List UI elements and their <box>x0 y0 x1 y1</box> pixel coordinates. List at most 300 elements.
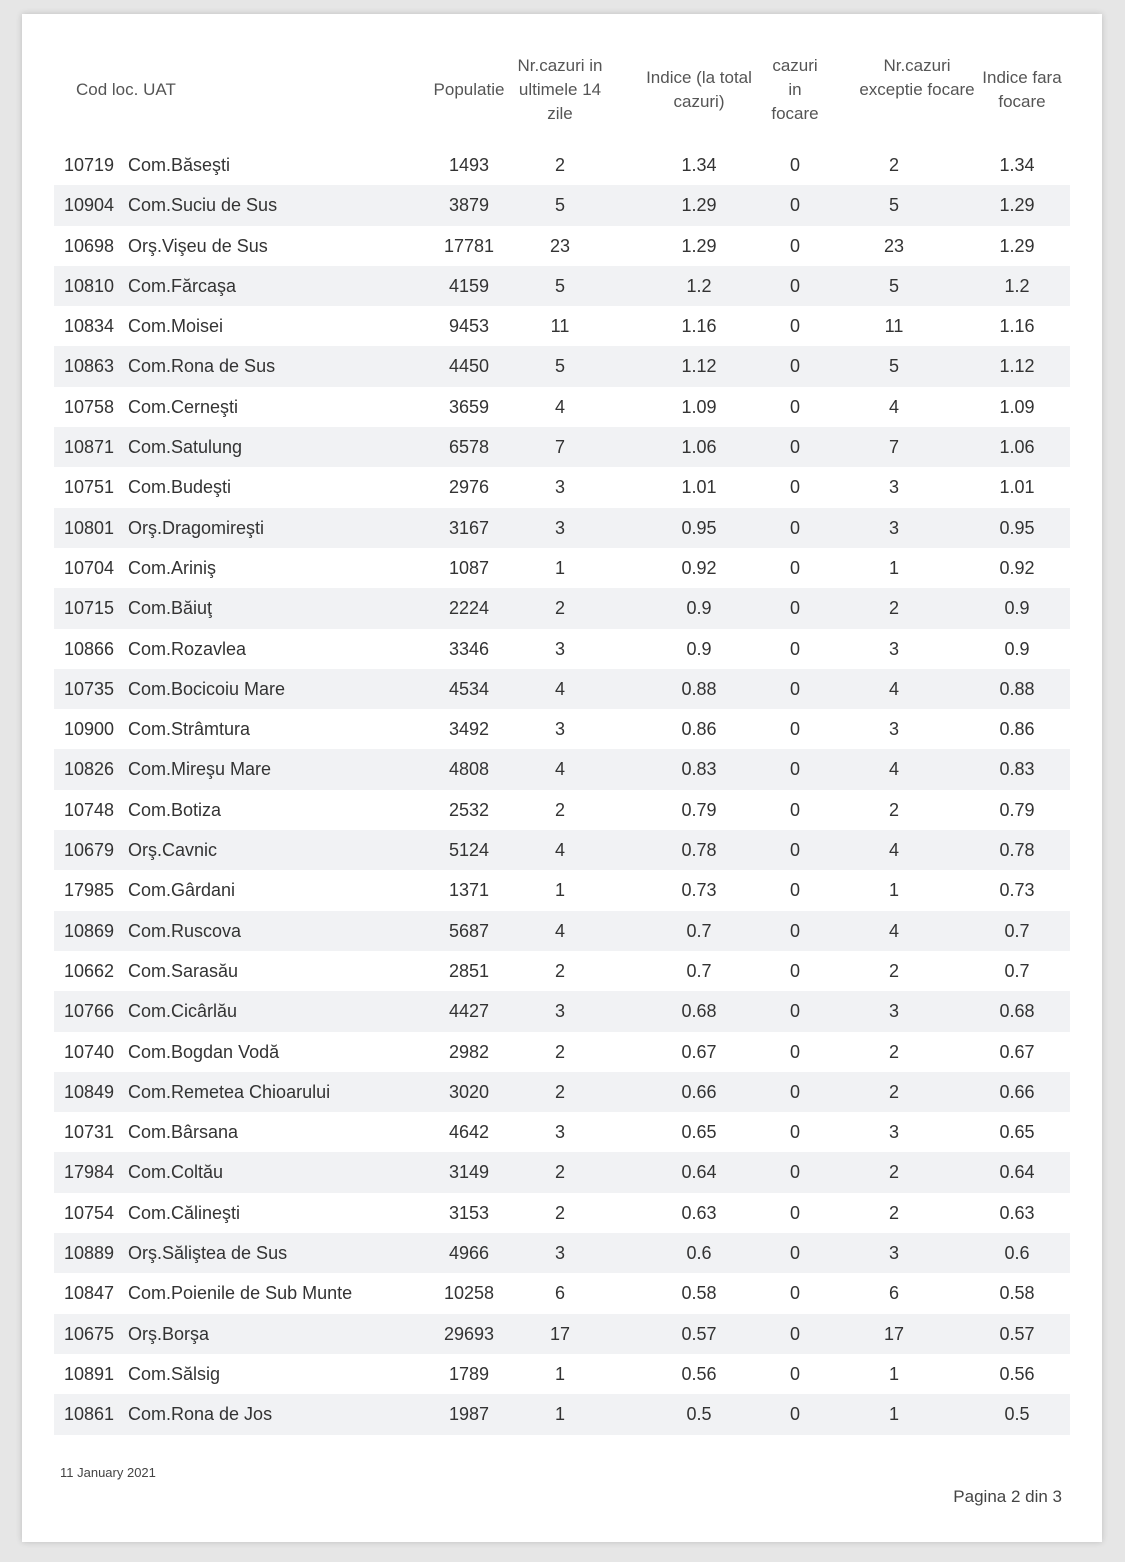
cell-code: 10704 <box>64 557 115 578</box>
table-row <box>54 870 1070 910</box>
cell-code: 10849 <box>64 1081 115 1102</box>
cell-cases-outbreak: 0 <box>789 1202 800 1223</box>
cell-code: 10810 <box>64 275 115 296</box>
cell-cases-14-days: 5 <box>554 275 565 296</box>
table-row <box>54 346 1070 386</box>
cell-index-excl-outbreak: 1.01 <box>999 477 1035 498</box>
table-row <box>54 306 1070 346</box>
cell-uat-name: Com.Fărcaşa <box>128 275 237 296</box>
cell-cases-excl-outbreak: 1 <box>888 1404 899 1425</box>
cell-population: 1371 <box>448 880 490 901</box>
table-row <box>54 1112 1070 1152</box>
cell-cases-excl-outbreak: 1 <box>888 880 899 901</box>
cell-index-total: 0.88 <box>681 678 717 699</box>
cell-cases-excl-outbreak: 6 <box>888 1283 899 1304</box>
header-line: ultimele 14 <box>518 80 602 99</box>
cell-cases-14-days: 2 <box>554 155 565 175</box>
page-number: Pagina 2 din 3 <box>953 1487 1062 1506</box>
header-index-total <box>628 66 770 114</box>
cell-uat-name: Com.Sălsig <box>128 1363 221 1384</box>
cell-index-total: 1.16 <box>681 316 717 337</box>
cell-population: 3167 <box>448 517 490 538</box>
cell-uat-name: Com.Călineşti <box>128 1202 241 1223</box>
cell-cases-outbreak: 0 <box>789 678 800 699</box>
cell-cases-14-days: 3 <box>554 638 565 659</box>
cell-cases-14-days: 2 <box>554 1202 565 1223</box>
cell-uat-name: Com.Băiuţ <box>128 598 213 619</box>
cell-cases-outbreak: 0 <box>789 477 800 498</box>
cell-cases-14-days: 6 <box>554 1283 565 1304</box>
cell-index-excl-outbreak: 0.5 <box>1004 1404 1030 1425</box>
cell-cases-excl-outbreak: 4 <box>888 759 899 780</box>
cell-uat-name: Com.Rona de Sus <box>128 356 276 377</box>
cell-uat-name: Com.Bocicoiu Mare <box>128 678 286 699</box>
cell-code: 10847 <box>64 1283 115 1304</box>
cell-uat-name: Com.Budeşti <box>128 477 232 498</box>
cell-population: 1087 <box>448 557 490 578</box>
cell-code: 10801 <box>64 517 115 538</box>
header-code-uat: Cod loc. UAT <box>76 80 176 99</box>
cell-cases-14-days: 3 <box>554 1001 565 1022</box>
cell-cases-excl-outbreak: 2 <box>888 1202 899 1223</box>
cell-index-total: 0.56 <box>681 1363 717 1384</box>
cell-cases-outbreak: 0 <box>789 1001 800 1022</box>
cell-population: 4808 <box>448 759 490 780</box>
cell-cases-outbreak: 0 <box>789 1081 800 1102</box>
cell-index-excl-outbreak: 0.73 <box>999 880 1035 901</box>
cell-population: 4966 <box>448 1243 490 1264</box>
cell-index-excl-outbreak: 0.7 <box>1004 960 1030 981</box>
cell-cases-excl-outbreak: 2 <box>888 155 899 175</box>
cell-cases-outbreak: 0 <box>789 1041 800 1062</box>
table-row <box>54 629 1070 669</box>
cell-index-excl-outbreak: 0.78 <box>999 840 1035 861</box>
cell-cases-excl-outbreak: 4 <box>888 678 899 699</box>
cell-population: 3020 <box>448 1081 490 1102</box>
cell-population: 5124 <box>448 840 490 861</box>
cell-index-excl-outbreak: 0.9 <box>1004 598 1030 619</box>
cell-code: 10834 <box>64 316 115 337</box>
cell-uat-name: Com.Remetea Chioarului <box>128 1081 331 1102</box>
cell-index-excl-outbreak: 1.16 <box>999 316 1035 337</box>
cell-index-excl-outbreak: 0.68 <box>999 1001 1035 1022</box>
cell-index-excl-outbreak: 0.63 <box>999 1202 1035 1223</box>
table-row <box>54 1072 1070 1112</box>
header-cases-outbreak <box>760 54 830 126</box>
cell-cases-outbreak: 0 <box>789 1323 800 1344</box>
table-row <box>54 226 1070 266</box>
cell-cases-outbreak: 0 <box>789 1283 800 1304</box>
cell-cases-outbreak: 0 <box>789 396 800 417</box>
cell-cases-outbreak: 0 <box>789 316 800 337</box>
table-row <box>54 1233 1070 1273</box>
cell-population: 2982 <box>448 1041 490 1062</box>
cell-cases-excl-outbreak: 4 <box>888 920 899 941</box>
table-row <box>54 508 1070 548</box>
cell-index-excl-outbreak: 0.7 <box>1004 920 1030 941</box>
cell-cases-outbreak: 0 <box>789 195 800 216</box>
cell-index-total: 0.95 <box>681 517 717 538</box>
cell-cases-excl-outbreak: 2 <box>888 960 899 981</box>
cell-cases-excl-outbreak: 3 <box>888 517 899 538</box>
cell-index-excl-outbreak: 1.09 <box>999 396 1035 417</box>
cell-index-total: 0.65 <box>681 1122 717 1143</box>
cell-index-excl-outbreak: 0.9 <box>1004 638 1030 659</box>
cell-cases-outbreak: 0 <box>789 598 800 619</box>
cell-uat-name: Com.Rozavlea <box>128 638 247 659</box>
cell-uat-name: Com.Ruscova <box>128 920 242 941</box>
cell-population: 4159 <box>448 275 490 296</box>
cell-population: 1493 <box>448 155 490 175</box>
cell-uat-name: Orş.Săliştea de Sus <box>128 1243 288 1264</box>
cell-cases-14-days: 4 <box>554 678 565 699</box>
table-row <box>54 266 1070 306</box>
cell-population: 3346 <box>448 638 490 659</box>
cell-cases-14-days: 4 <box>554 840 565 861</box>
table-row <box>54 548 1070 588</box>
cell-code: 10735 <box>64 678 115 699</box>
cell-index-excl-outbreak: 1.12 <box>999 356 1035 377</box>
cell-cases-14-days: 2 <box>554 1041 565 1062</box>
table-row <box>54 1032 1070 1072</box>
cell-cases-excl-outbreak: 17 <box>883 1323 905 1344</box>
table-row <box>54 1273 1070 1313</box>
cell-population: 4534 <box>448 678 490 699</box>
cell-index-excl-outbreak: 0.88 <box>999 678 1035 699</box>
cell-uat-name: Com.Băseşti <box>128 155 231 175</box>
cell-population: 4642 <box>448 1122 490 1143</box>
cell-code: 10904 <box>64 195 115 216</box>
cell-code: 17985 <box>64 880 115 901</box>
cell-index-total: 0.66 <box>681 1081 717 1102</box>
header-cases-14-days <box>500 54 620 126</box>
cell-index-total: 1.2 <box>686 275 712 296</box>
cell-index-excl-outbreak: 0.57 <box>999 1323 1035 1344</box>
table-row <box>54 790 1070 830</box>
cell-population: 17781 <box>443 235 495 256</box>
cell-code: 10900 <box>64 719 115 740</box>
cell-cases-excl-outbreak: 3 <box>888 477 899 498</box>
header-line: exceptie focare <box>859 80 975 99</box>
cell-cases-outbreak: 0 <box>789 719 800 740</box>
cell-uat-name: Com.Coltău <box>128 1162 224 1183</box>
cell-code: 10740 <box>64 1041 115 1062</box>
table-row <box>54 1152 1070 1192</box>
header-line: zile <box>547 104 573 123</box>
cell-cases-outbreak: 0 <box>789 517 800 538</box>
cell-cases-excl-outbreak: 2 <box>888 1081 899 1102</box>
cell-uat-name: Com.Mireşu Mare <box>128 759 272 780</box>
cell-code: 10891 <box>64 1363 115 1384</box>
table-row <box>54 1394 1070 1434</box>
cell-uat-name: Orş.Vişeu de Sus <box>128 235 268 256</box>
cell-index-excl-outbreak: 0.92 <box>999 557 1035 578</box>
table-row <box>54 588 1070 628</box>
cell-code: 10869 <box>64 920 115 941</box>
document-page <box>22 14 1102 1542</box>
cell-index-excl-outbreak: 0.66 <box>999 1081 1035 1102</box>
cell-cases-outbreak: 0 <box>789 799 800 820</box>
cell-index-total: 0.9 <box>686 598 712 619</box>
cell-index-total: 0.92 <box>681 557 717 578</box>
cell-cases-outbreak: 0 <box>789 638 800 659</box>
header-line: focare <box>771 104 819 123</box>
cell-uat-name: Com.Rona de Jos <box>128 1404 273 1425</box>
table-header <box>54 54 1070 142</box>
cell-index-total: 0.64 <box>681 1162 717 1183</box>
cell-index-total: 0.78 <box>681 840 717 861</box>
cell-index-total: 0.83 <box>681 759 717 780</box>
cell-cases-14-days: 4 <box>554 920 565 941</box>
cell-population: 5687 <box>448 920 490 941</box>
table-row <box>54 1193 1070 1233</box>
cell-cases-14-days: 4 <box>554 396 565 417</box>
cell-code: 10863 <box>64 356 115 377</box>
cell-uat-name: Com.Ariniş <box>128 557 217 578</box>
cell-population: 3153 <box>448 1202 490 1223</box>
cell-index-total: 0.57 <box>681 1323 717 1344</box>
cell-cases-outbreak: 0 <box>789 235 800 256</box>
cell-cases-outbreak: 0 <box>789 356 800 377</box>
cell-cases-excl-outbreak: 11 <box>884 316 904 337</box>
cell-cases-outbreak: 0 <box>789 275 800 296</box>
cell-population: 3879 <box>448 195 490 216</box>
cell-cases-excl-outbreak: 3 <box>888 1122 899 1143</box>
cell-index-total: 1.34 <box>681 155 717 175</box>
cell-cases-14-days: 2 <box>554 960 565 981</box>
cell-code: 10698 <box>64 235 115 256</box>
cell-cases-outbreak: 0 <box>789 1162 800 1183</box>
cell-cases-outbreak: 0 <box>789 960 800 981</box>
cell-cases-excl-outbreak: 23 <box>883 235 905 256</box>
cell-population: 6578 <box>448 437 490 458</box>
cell-cases-outbreak: 0 <box>789 880 800 901</box>
header-line: cazuri <box>772 56 818 75</box>
cell-code: 10731 <box>64 1122 115 1143</box>
cell-uat-name: Com.Bogdan Vodă <box>128 1041 280 1062</box>
cell-cases-excl-outbreak: 3 <box>888 1243 899 1264</box>
cell-index-total: 0.5 <box>686 1404 712 1425</box>
cell-uat-name: Com.Strâmtura <box>128 719 251 740</box>
cell-uat-name: Com.Cerneşti <box>128 396 239 417</box>
cell-cases-excl-outbreak: 4 <box>888 840 899 861</box>
cell-cases-14-days: 23 <box>549 235 571 256</box>
table-row <box>54 911 1070 951</box>
cell-code: 10861 <box>64 1404 115 1425</box>
cell-index-total: 1.01 <box>681 477 717 498</box>
cell-index-total: 1.06 <box>681 437 717 458</box>
cell-cases-outbreak: 0 <box>789 437 800 458</box>
cell-cases-excl-outbreak: 3 <box>888 1001 899 1022</box>
cell-index-excl-outbreak: 0.64 <box>999 1162 1035 1183</box>
cell-index-total: 0.79 <box>681 799 717 820</box>
cell-index-excl-outbreak: 1.34 <box>999 155 1035 175</box>
cell-index-total: 0.67 <box>681 1041 717 1062</box>
cell-population: 1789 <box>448 1363 490 1384</box>
cell-code: 10715 <box>64 598 115 619</box>
header-line: focare <box>998 92 1046 111</box>
cell-cases-excl-outbreak: 5 <box>888 356 899 377</box>
cell-uat-name: Com.Sarasău <box>128 960 239 981</box>
cell-index-excl-outbreak: 0.65 <box>999 1122 1035 1143</box>
cell-cases-14-days: 2 <box>554 1162 565 1183</box>
cell-cases-14-days: 7 <box>554 437 565 458</box>
cell-cases-excl-outbreak: 1 <box>888 1363 899 1384</box>
table-row <box>54 427 1070 467</box>
cell-uat-name: Com.Moisei <box>128 316 224 337</box>
cell-population: 1987 <box>448 1404 490 1425</box>
cell-index-total: 0.68 <box>681 1001 717 1022</box>
cell-cases-14-days: 2 <box>554 598 565 619</box>
cell-uat-name: Orş.Dragomireşti <box>128 517 265 538</box>
cell-code: 10826 <box>64 759 115 780</box>
cell-index-excl-outbreak: 1.06 <box>999 437 1035 458</box>
table-body <box>54 145 1070 1435</box>
cell-code: 10766 <box>64 1001 115 1022</box>
cell-cases-14-days: 5 <box>554 356 565 377</box>
cell-cases-14-days: 3 <box>554 1243 565 1264</box>
cell-index-excl-outbreak: 0.6 <box>1004 1243 1030 1264</box>
cell-cases-excl-outbreak: 2 <box>888 1162 899 1183</box>
cell-cases-outbreak: 0 <box>789 759 800 780</box>
cell-uat-name: Com.Cicârlău <box>128 1001 238 1022</box>
cell-cases-excl-outbreak: 3 <box>888 638 899 659</box>
cell-index-excl-outbreak: 0.95 <box>999 517 1035 538</box>
cell-code: 10662 <box>64 960 115 981</box>
cell-cases-excl-outbreak: 4 <box>888 396 899 417</box>
cell-cases-14-days: 2 <box>554 1081 565 1102</box>
cell-index-excl-outbreak: 1.29 <box>999 235 1035 256</box>
cell-code: 10675 <box>64 1323 115 1344</box>
footer-date: 11 January 2021 <box>60 1465 156 1480</box>
header-line: Indice (la total <box>646 68 752 87</box>
cell-index-excl-outbreak: 1.2 <box>1004 275 1030 296</box>
cell-population: 2532 <box>448 799 490 820</box>
cell-cases-14-days: 3 <box>554 719 565 740</box>
cell-population: 2224 <box>448 598 490 619</box>
header-line: Nr.cazuri in <box>517 56 603 75</box>
cell-cases-excl-outbreak: 2 <box>888 799 899 820</box>
cell-index-total: 0.86 <box>681 719 717 740</box>
table-row <box>54 467 1070 507</box>
cell-index-total: 0.58 <box>681 1283 717 1304</box>
cell-index-total: 1.29 <box>681 195 717 216</box>
cell-cases-14-days: 1 <box>554 1404 565 1425</box>
cell-cases-outbreak: 0 <box>789 840 800 861</box>
cell-code: 10758 <box>64 396 115 417</box>
cell-index-total: 0.7 <box>686 960 712 981</box>
cell-population: 29693 <box>443 1323 495 1344</box>
cell-cases-14-days: 1 <box>554 1363 565 1384</box>
table-row <box>54 749 1070 789</box>
cell-cases-outbreak: 0 <box>789 920 800 941</box>
cell-cases-14-days: 4 <box>554 759 565 780</box>
cell-code: 10866 <box>64 638 115 659</box>
cell-cases-14-days: 1 <box>554 557 565 578</box>
cell-index-total: 0.9 <box>686 638 712 659</box>
table-row <box>54 1354 1070 1394</box>
cell-cases-outbreak: 0 <box>789 557 800 578</box>
cell-cases-excl-outbreak: 5 <box>888 275 899 296</box>
cell-index-excl-outbreak: 0.83 <box>999 759 1035 780</box>
cell-index-excl-outbreak: 0.86 <box>999 719 1035 740</box>
cell-index-excl-outbreak: 0.58 <box>999 1283 1035 1304</box>
cell-uat-name: Orş.Borşa <box>128 1323 210 1344</box>
cell-cases-excl-outbreak: 1 <box>888 557 899 578</box>
cell-uat-name: Com.Gârdani <box>128 880 236 901</box>
cell-index-total: 0.7 <box>686 920 712 941</box>
cell-code: 10679 <box>64 840 115 861</box>
cell-cases-14-days: 17 <box>549 1323 571 1344</box>
cell-population: 9453 <box>448 316 490 337</box>
cell-cases-14-days: 11 <box>550 316 570 337</box>
cell-population: 4450 <box>448 356 490 377</box>
cell-population: 10258 <box>443 1283 495 1304</box>
header-index-excl-outbreak <box>972 66 1072 114</box>
cell-code: 10751 <box>64 477 115 498</box>
cell-index-excl-outbreak: 0.56 <box>999 1363 1035 1384</box>
cell-code: 10889 <box>64 1243 115 1264</box>
cell-code: 10871 <box>64 437 115 458</box>
table-row <box>54 991 1070 1031</box>
table-row <box>54 709 1070 749</box>
cell-uat-name: Com.Botiza <box>128 799 222 820</box>
cell-cases-14-days: 5 <box>554 195 565 216</box>
header-line: in <box>788 80 802 99</box>
table-row <box>54 1314 1070 1354</box>
cell-uat-name: Orş.Cavnic <box>128 840 218 861</box>
cell-cases-14-days: 2 <box>554 799 565 820</box>
cell-index-total: 1.29 <box>681 235 717 256</box>
cell-index-excl-outbreak: 0.67 <box>999 1041 1035 1062</box>
table-row <box>54 951 1070 991</box>
cell-population: 3149 <box>448 1162 490 1183</box>
cell-cases-excl-outbreak: 2 <box>888 1041 899 1062</box>
cell-index-total: 0.73 <box>681 880 717 901</box>
header-line: Nr.cazuri <box>883 56 951 75</box>
table-row <box>54 669 1070 709</box>
cell-index-excl-outbreak: 1.29 <box>999 195 1035 216</box>
table-row <box>54 185 1070 225</box>
cell-cases-outbreak: 0 <box>789 1404 800 1425</box>
header-line: Indice fara <box>982 68 1062 87</box>
cell-index-total: 0.63 <box>681 1202 717 1223</box>
cell-index-excl-outbreak: 0.79 <box>999 799 1035 820</box>
cell-cases-excl-outbreak: 3 <box>888 719 899 740</box>
cell-cases-14-days: 3 <box>554 477 565 498</box>
cell-index-total: 0.6 <box>686 1243 712 1264</box>
cell-uat-name: Com.Suciu de Sus <box>128 195 278 216</box>
cell-code: 17984 <box>64 1162 115 1183</box>
cell-population: 2851 <box>448 960 490 981</box>
cell-code: 10748 <box>64 799 115 820</box>
cell-cases-outbreak: 0 <box>789 1243 800 1264</box>
cell-cases-14-days: 3 <box>554 517 565 538</box>
cell-uat-name: Com.Poienile de Sub Munte <box>128 1283 353 1304</box>
cell-cases-14-days: 1 <box>554 880 565 901</box>
cell-code: 10719 <box>64 155 115 175</box>
cell-cases-14-days: 3 <box>554 1122 565 1143</box>
cell-cases-outbreak: 0 <box>789 1122 800 1143</box>
cell-population: 3659 <box>448 396 490 417</box>
table-row <box>54 830 1070 870</box>
header-population: Populatie <box>433 80 505 99</box>
cell-uat-name: Com.Bârsana <box>128 1122 239 1143</box>
cell-index-total: 1.12 <box>681 356 717 377</box>
cell-cases-excl-outbreak: 2 <box>888 598 899 619</box>
table-row <box>54 145 1070 185</box>
header-line: cazuri) <box>673 92 725 111</box>
